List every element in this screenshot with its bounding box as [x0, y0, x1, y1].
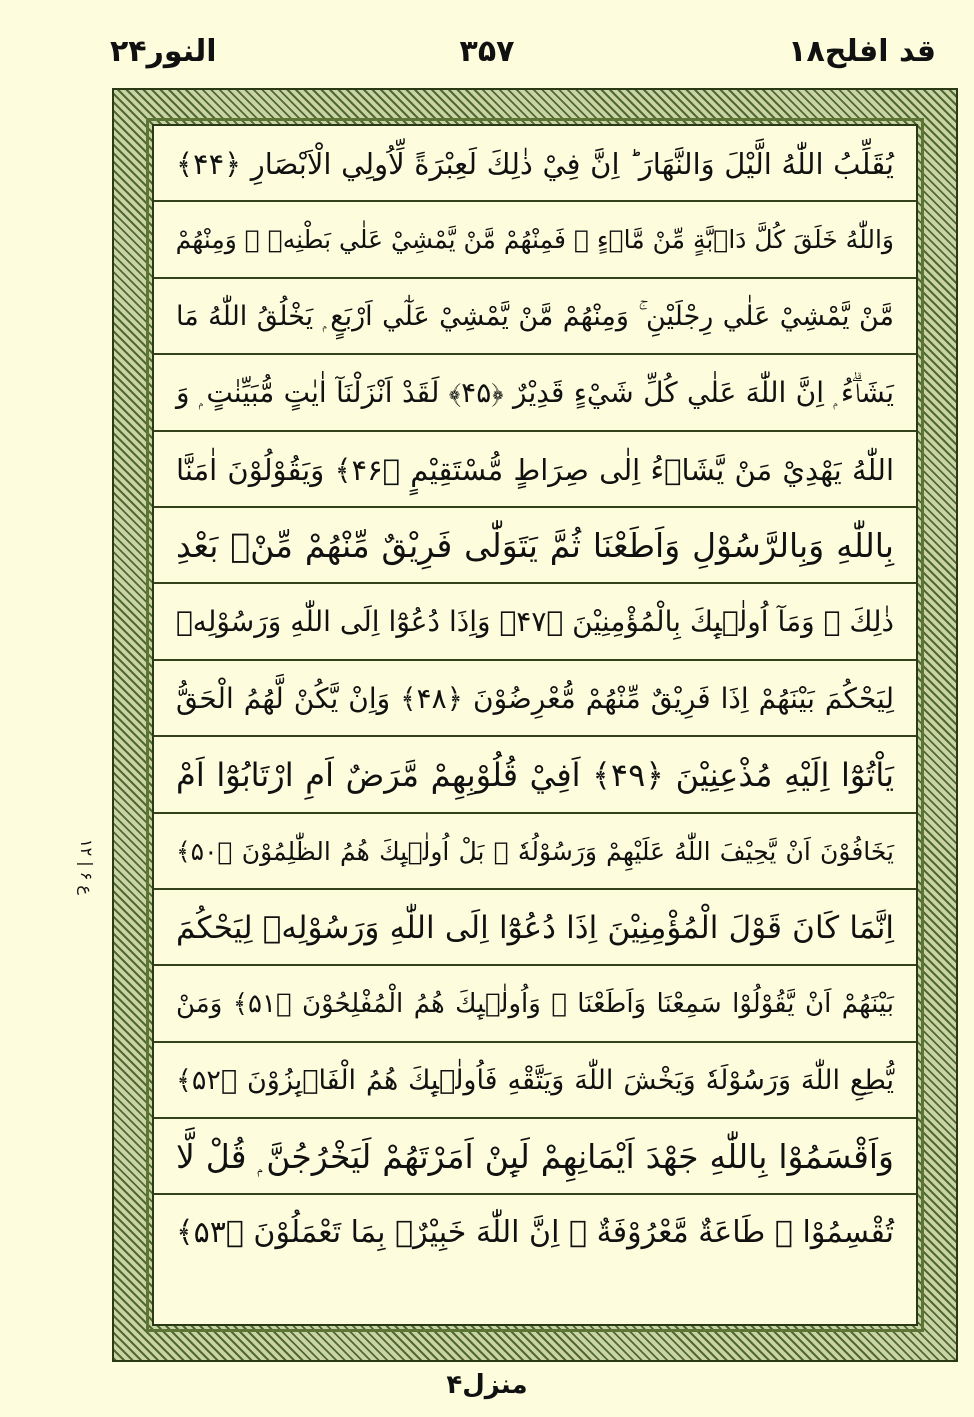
verse-line	[154, 432, 916, 508]
page-header	[0, 28, 974, 88]
verse-line	[154, 661, 916, 737]
ruku-marker: ع ۶ | ۱۲	[77, 839, 96, 895]
manzil-footer: منزل۴	[446, 1370, 528, 1400]
verse-line-text: مَّنْ يَّمْشِيْ عَلٰي رِجْلَيْنِ ۚ وَمِنْهُمْ مَّنْ يَّمْشِيْ عَلٰٓي اَرْبَعٍ ۭ يَخْلُقُ اللّٰهُ مَا	[176, 300, 894, 332]
verse-line-text: ذٰلِكَ ۭ وَمَآ اُولٰۗىِٕكَ بِالْمُؤْمِنِيْنَ ﴿۴۷﴾ وَاِذَا دُعُوْٓا اِلَى اللّٰهِ وَرَسُوْلِهٖ	[176, 605, 894, 639]
verse-line	[154, 355, 916, 431]
verse-line-text: لِيَحْكُمَ بَيْنَهُمْ اِذَا فَرِيْقٌ مِّنْهُمْ مُّعْرِضُوْنَ ﴿۴۸﴾ وَاِنْ يَّكُنْ لَّهُمُ الْحَقُّ	[176, 681, 895, 715]
verse-line	[154, 584, 916, 660]
verse-line-text: بِاللّٰهِ وَبِالرَّسُوْلِ وَاَطَعْنَا ثُمَّ يَتَوَلّٰى فَرِيْقٌ مِّنْهُمْ مِّنْۢ بَعْدِ	[176, 525, 894, 565]
text-area	[152, 124, 918, 1326]
verse-lines	[154, 126, 916, 1324]
verse-line	[154, 202, 916, 278]
verse-line	[154, 814, 916, 890]
verse-line	[154, 1195, 916, 1271]
verse-line-text: يَخَافُوْنَ اَنْ يَّحِيْفَ اللّٰهُ عَلَيْهِمْ وَرَسُوْلُهٗ ۭ بَلْ اُولٰۗىِٕكَ هُمُ الظّٰلِمُوْنَ ﴿۵۰﴾	[176, 836, 894, 866]
verse-line	[154, 279, 916, 355]
verse-line-text: وَاللّٰهُ خَلَقَ كُلَّ دَاۗبَّةٍ مِّنْ مَّاۗءٍ ۚ فَمِنْهُمْ مَّنْ يَّمْشِيْ عَلٰي بَطْنِهٖ ۚ وَمِنْهُمْ	[175, 225, 894, 255]
verse-line	[154, 966, 916, 1042]
verse-line-text: يَشَاۗءُ ۭ اِنَّ اللّٰهَ عَلٰي كُلِّ شَيْءٍ قَدِيْرٌ ﴿۴۵﴾ لَقَدْ اَنْزَلْنَآ اٰيٰتٍ مُّبَيِّنٰتٍ ۭ وَ	[176, 376, 894, 410]
verse-line-text: يُّطِعِ اللّٰهَ وَرَسُوْلَهٗ وَيَخْشَ اللّٰهَ وَيَتَّقْهِ فَاُولٰۗىِٕكَ هُمُ الْفَاۗىِٕزُوْنَ ﴿۵۲﴾	[176, 1064, 894, 1096]
verse-line	[154, 737, 916, 813]
decorative-border	[112, 88, 958, 1362]
verse-line	[154, 890, 916, 966]
verse-line	[154, 508, 916, 584]
verse-line	[154, 1043, 916, 1119]
verse-line-text: تُقْسِمُوْا ۚ طَاعَةٌ مَّعْرُوْفَةٌ ۭ اِنَّ اللّٰهَ خَبِيْرٌۢ بِمَا تَعْمَلُوْنَ ﴿۵۳﴾	[176, 1215, 894, 1251]
verse-line	[154, 126, 916, 202]
verse-line-text: اللّٰهُ يَهْدِيْ مَنْ يَّشَاۗءُ اِلٰى صِرَاطٍ مُّسْتَقِيْمٍ ﴿۴۶﴾ وَيَقُوْلُوْنَ اٰمَنَّا	[176, 452, 895, 487]
verse-line-text: بَيْنَهُمْ اَنْ يَّقُوْلُوْا سَمِعْنَا وَاَطَعْنَا ۭ وَاُولٰۗىِٕكَ هُمُ الْمُفْلِحُوْنَ ﴿۵۱﴾ وَمَنْ	[176, 989, 894, 1020]
juz-title: قد افلح۱۸	[788, 34, 936, 69]
verse-line	[154, 1119, 916, 1195]
page-number: ۳۵۷	[459, 34, 515, 69]
surah-title: النور۲۴	[110, 34, 217, 69]
verse-line-text: يُقَلِّبُ اللّٰهُ الَّيْلَ وَالنَّهَارَ ؕ اِنَّ فِيْ ذٰلِكَ لَعِبْرَةً لِّاُولِي الْاَبْصَارِ ﴿۴۴﴾	[176, 147, 894, 181]
verse-line-text: وَاَقْسَمُوْا بِاللّٰهِ جَهْدَ اَيْمَانِهِمْ لَىِٕنْ اَمَرْتَهُمْ لَيَخْرُجُنَّ ۭ قُلْ لَّا	[176, 1137, 894, 1177]
verse-line-text: يَاْتُوْٓا اِلَيْهِ مُذْعِنِيْنَ ﴿۴۹﴾ اَفِيْ قُلُوْبِهِمْ مَّرَضٌ اَمِ ارْتَابُوْٓا اَمْ	[176, 756, 894, 795]
verse-line-text: اِنَّمَا كَانَ قَوْلَ الْمُؤْمِنِيْنَ اِذَا دُعُوْٓا اِلَى اللّٰهِ وَرَسُوْلِهٖ لِيَحْكُمَ	[176, 909, 894, 946]
